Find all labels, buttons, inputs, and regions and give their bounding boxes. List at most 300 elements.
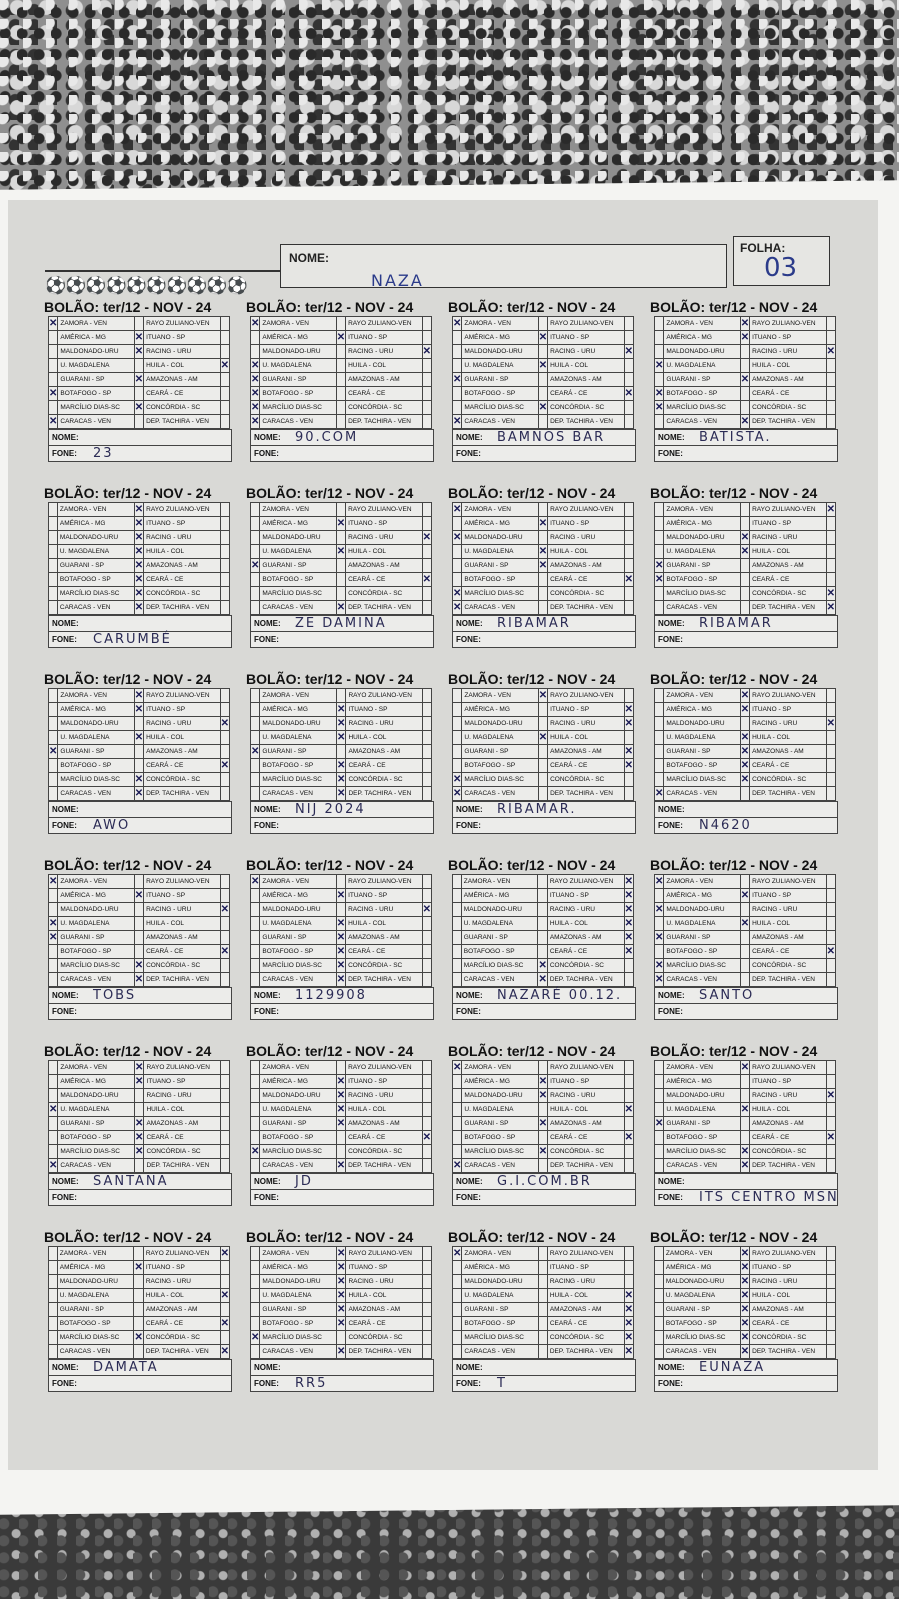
away-mark[interactable] [422, 517, 431, 531]
home-mark[interactable] [453, 359, 462, 373]
away-mark[interactable] [827, 1289, 836, 1303]
draw-mark[interactable]: ✕ [134, 704, 144, 715]
home-mark[interactable]: ✕ [251, 416, 260, 427]
away-mark[interactable]: ✕ [624, 890, 633, 901]
home-mark[interactable] [655, 1289, 664, 1303]
draw-mark[interactable] [134, 1303, 143, 1317]
away-mark[interactable] [826, 401, 835, 415]
home-mark[interactable] [251, 1061, 260, 1075]
away-mark[interactable]: ✕ [624, 1318, 633, 1329]
away-mark[interactable]: ✕ [220, 904, 229, 915]
home-mark[interactable] [251, 889, 260, 903]
away-mark[interactable] [826, 959, 835, 973]
away-mark[interactable] [221, 503, 230, 517]
away-mark[interactable]: ✕ [826, 946, 835, 957]
draw-mark[interactable] [538, 345, 547, 359]
draw-mark[interactable]: ✕ [337, 1318, 346, 1329]
away-mark[interactable] [827, 1345, 836, 1359]
home-mark[interactable]: ✕ [655, 904, 664, 915]
away-mark[interactable] [220, 401, 229, 415]
draw-mark[interactable]: ✕ [134, 774, 144, 785]
draw-mark[interactable]: ✕ [134, 402, 144, 413]
home-mark[interactable] [49, 1303, 58, 1317]
home-mark[interactable] [453, 1145, 462, 1159]
home-mark[interactable] [49, 573, 58, 587]
home-mark[interactable] [453, 731, 462, 745]
home-mark[interactable] [49, 903, 58, 917]
away-mark[interactable] [423, 745, 432, 759]
away-mark[interactable]: ✕ [624, 918, 633, 929]
home-mark[interactable]: ✕ [655, 788, 664, 799]
home-mark[interactable] [655, 317, 664, 331]
draw-mark[interactable]: ✕ [337, 1276, 346, 1287]
away-mark[interactable]: ✕ [624, 388, 633, 399]
draw-mark[interactable]: ✕ [134, 588, 144, 599]
draw-mark[interactable]: ✕ [740, 732, 750, 743]
away-mark[interactable] [220, 387, 229, 401]
home-mark[interactable] [655, 773, 664, 787]
draw-mark[interactable]: ✕ [538, 1090, 548, 1101]
home-mark[interactable] [453, 1345, 462, 1359]
card-name-value[interactable]: 90.COM [295, 430, 359, 445]
draw-mark[interactable] [134, 917, 143, 931]
away-mark[interactable]: ✕ [220, 718, 229, 729]
home-mark[interactable] [453, 1103, 462, 1117]
home-mark[interactable]: ✕ [49, 932, 58, 943]
home-mark[interactable] [655, 917, 664, 931]
away-mark[interactable] [221, 517, 230, 531]
draw-mark[interactable] [539, 1275, 548, 1289]
home-mark[interactable] [453, 703, 462, 717]
home-mark[interactable]: ✕ [453, 788, 462, 799]
away-mark[interactable]: ✕ [422, 574, 431, 585]
away-mark[interactable] [826, 787, 835, 801]
away-mark[interactable] [220, 689, 229, 703]
draw-mark[interactable] [740, 1131, 749, 1145]
draw-mark[interactable]: ✕ [337, 1304, 346, 1315]
draw-mark[interactable]: ✕ [740, 746, 750, 757]
away-mark[interactable] [423, 703, 432, 717]
home-mark[interactable] [251, 903, 260, 917]
home-mark[interactable] [655, 717, 664, 731]
away-mark[interactable]: ✕ [624, 574, 633, 585]
draw-mark[interactable]: ✕ [336, 960, 346, 971]
away-mark[interactable] [624, 1275, 633, 1289]
away-mark[interactable] [624, 401, 633, 415]
card-name-value[interactable]: NAZARÉ 00.12. [497, 988, 623, 1003]
away-mark[interactable] [221, 559, 230, 573]
away-mark[interactable] [624, 1247, 633, 1261]
home-mark[interactable] [655, 759, 664, 773]
home-mark[interactable] [655, 1159, 664, 1173]
draw-mark[interactable] [538, 1103, 547, 1117]
home-mark[interactable] [453, 1117, 462, 1131]
draw-mark[interactable]: ✕ [337, 774, 346, 785]
home-mark[interactable] [655, 1317, 664, 1331]
draw-mark[interactable] [539, 1289, 548, 1303]
away-mark[interactable] [624, 1261, 633, 1275]
home-mark[interactable] [251, 973, 260, 987]
draw-mark[interactable]: ✕ [134, 332, 144, 343]
home-mark[interactable]: ✕ [251, 1332, 260, 1343]
home-mark[interactable] [655, 1089, 664, 1103]
draw-mark[interactable] [538, 787, 547, 801]
draw-mark[interactable]: ✕ [740, 1262, 750, 1273]
home-mark[interactable] [251, 1317, 260, 1331]
away-mark[interactable]: ✕ [422, 532, 431, 543]
away-mark[interactable] [422, 373, 431, 387]
draw-mark[interactable]: ✕ [134, 1332, 143, 1343]
draw-mark[interactable] [740, 503, 749, 517]
draw-mark[interactable] [740, 945, 749, 959]
away-mark[interactable] [827, 1331, 836, 1345]
draw-mark[interactable] [336, 531, 345, 545]
away-mark[interactable] [624, 1075, 633, 1089]
away-mark[interactable]: ✕ [624, 946, 633, 957]
draw-mark[interactable] [134, 903, 143, 917]
home-mark[interactable] [49, 773, 58, 787]
away-mark[interactable] [422, 1075, 431, 1089]
away-mark[interactable] [422, 931, 431, 945]
draw-mark[interactable] [336, 401, 345, 415]
home-mark[interactable] [251, 931, 260, 945]
draw-mark[interactable]: ✕ [135, 1062, 144, 1073]
draw-mark[interactable] [740, 559, 749, 573]
home-mark[interactable]: ✕ [251, 402, 260, 413]
away-mark[interactable] [826, 875, 835, 889]
away-mark[interactable] [826, 745, 835, 759]
away-mark[interactable] [826, 373, 835, 387]
away-mark[interactable] [422, 1061, 431, 1075]
home-mark[interactable] [655, 1261, 664, 1275]
draw-mark[interactable] [337, 689, 346, 703]
home-mark[interactable] [655, 1331, 664, 1345]
draw-mark[interactable]: ✕ [538, 546, 548, 557]
draw-mark[interactable] [134, 945, 143, 959]
draw-mark[interactable] [336, 373, 345, 387]
away-mark[interactable] [624, 559, 633, 573]
draw-mark[interactable]: ✕ [740, 1276, 750, 1287]
draw-mark[interactable]: ✕ [134, 546, 144, 557]
home-mark[interactable] [251, 703, 260, 717]
draw-mark[interactable] [134, 1247, 143, 1261]
home-mark[interactable]: ✕ [655, 360, 664, 371]
card-name-value[interactable]: DAMATA [93, 1360, 159, 1375]
home-mark[interactable] [251, 759, 260, 773]
away-mark[interactable] [423, 717, 432, 731]
draw-mark[interactable]: ✕ [337, 1262, 346, 1273]
draw-mark[interactable]: ✕ [740, 374, 750, 385]
draw-mark[interactable]: ✕ [740, 1332, 750, 1343]
draw-mark[interactable] [538, 759, 547, 773]
card-name-value[interactable]: EUNAZA [699, 1360, 766, 1375]
draw-mark[interactable] [539, 1331, 548, 1345]
away-mark[interactable] [827, 1261, 836, 1275]
draw-mark[interactable]: ✕ [134, 690, 144, 701]
home-mark[interactable] [49, 1247, 58, 1261]
draw-mark[interactable]: ✕ [336, 602, 346, 613]
away-mark[interactable] [624, 359, 633, 373]
card-name-value[interactable]: ZE DAMINA [295, 616, 387, 631]
home-mark[interactable]: ✕ [453, 588, 462, 599]
away-mark[interactable] [624, 689, 633, 703]
home-mark[interactable]: ✕ [251, 876, 260, 887]
draw-mark[interactable] [740, 359, 749, 373]
away-mark[interactable] [423, 1247, 432, 1261]
home-mark[interactable] [655, 1275, 664, 1289]
away-mark[interactable] [826, 689, 835, 703]
away-mark[interactable] [220, 1261, 229, 1275]
away-mark[interactable] [826, 517, 835, 531]
home-mark[interactable] [49, 401, 58, 415]
home-mark[interactable]: ✕ [655, 388, 664, 399]
away-mark[interactable]: ✕ [826, 346, 835, 357]
home-mark[interactable] [49, 503, 58, 517]
draw-mark[interactable] [740, 517, 749, 531]
home-mark[interactable] [251, 545, 260, 559]
home-mark[interactable] [655, 601, 664, 615]
home-mark[interactable]: ✕ [49, 1160, 58, 1171]
draw-mark[interactable] [538, 573, 547, 587]
home-mark[interactable] [49, 1117, 58, 1131]
home-mark[interactable]: ✕ [655, 560, 664, 571]
draw-mark[interactable] [740, 1089, 749, 1103]
card-phone-value[interactable]: ITS CENTRO MSN [699, 1190, 839, 1205]
draw-mark[interactable] [538, 717, 547, 731]
draw-mark[interactable]: ✕ [134, 890, 144, 901]
away-mark[interactable] [422, 1159, 431, 1173]
draw-mark[interactable]: ✕ [538, 1076, 548, 1087]
home-mark[interactable]: ✕ [251, 318, 260, 329]
card-name-value[interactable]: SANTANA [93, 1174, 169, 1189]
away-mark[interactable]: ✕ [220, 1346, 229, 1357]
home-mark[interactable] [251, 773, 260, 787]
home-mark[interactable] [453, 1089, 462, 1103]
away-mark[interactable] [826, 317, 835, 331]
away-mark[interactable] [422, 1145, 431, 1159]
home-mark[interactable] [251, 959, 260, 973]
away-mark[interactable] [624, 773, 633, 787]
away-mark[interactable]: ✕ [624, 1346, 633, 1357]
home-mark[interactable]: ✕ [49, 1104, 58, 1115]
home-mark[interactable] [49, 1145, 58, 1159]
home-mark[interactable]: ✕ [251, 560, 260, 571]
home-mark[interactable]: ✕ [453, 374, 462, 385]
draw-mark[interactable] [740, 875, 749, 889]
draw-mark[interactable]: ✕ [538, 518, 548, 529]
draw-mark[interactable]: ✕ [134, 1262, 143, 1273]
draw-mark[interactable]: ✕ [135, 1118, 144, 1129]
draw-mark[interactable]: ✕ [740, 1304, 750, 1315]
draw-mark[interactable] [538, 317, 547, 331]
home-mark[interactable] [453, 387, 462, 401]
draw-mark[interactable]: ✕ [740, 774, 750, 785]
draw-mark[interactable] [134, 317, 143, 331]
home-mark[interactable] [655, 1247, 664, 1261]
draw-mark[interactable]: ✕ [740, 416, 750, 427]
home-mark[interactable]: ✕ [49, 388, 58, 399]
away-mark[interactable] [826, 545, 835, 559]
draw-mark[interactable]: ✕ [538, 560, 548, 571]
home-mark[interactable] [251, 1345, 260, 1359]
draw-mark[interactable]: ✕ [337, 788, 346, 799]
home-mark[interactable] [453, 1289, 462, 1303]
away-mark[interactable] [826, 1061, 835, 1075]
away-mark[interactable] [624, 531, 633, 545]
away-mark[interactable] [422, 917, 431, 931]
home-mark[interactable] [453, 1317, 462, 1331]
card-name-value[interactable]: G.I.COM.BR [497, 1174, 592, 1189]
away-mark[interactable] [423, 689, 432, 703]
home-mark[interactable] [49, 1131, 58, 1145]
home-mark[interactable] [251, 503, 260, 517]
away-mark[interactable]: ✕ [624, 904, 633, 915]
away-mark[interactable] [826, 1103, 835, 1117]
draw-mark[interactable]: ✕ [336, 1090, 346, 1101]
draw-mark[interactable]: ✕ [740, 332, 750, 343]
draw-mark[interactable] [740, 401, 749, 415]
draw-mark[interactable]: ✕ [337, 732, 346, 743]
home-mark[interactable] [251, 1131, 260, 1145]
draw-mark[interactable] [336, 415, 345, 429]
away-mark[interactable]: ✕ [422, 904, 431, 915]
draw-mark[interactable] [538, 601, 547, 615]
draw-mark[interactable] [135, 1089, 144, 1103]
home-mark[interactable] [655, 1345, 664, 1359]
home-mark[interactable] [251, 731, 260, 745]
away-mark[interactable] [221, 587, 230, 601]
away-mark[interactable] [624, 787, 633, 801]
away-mark[interactable]: ✕ [624, 1304, 633, 1315]
card-phone-value[interactable]: RR5 [295, 1376, 328, 1391]
home-mark[interactable] [453, 889, 462, 903]
draw-mark[interactable]: ✕ [740, 1248, 750, 1259]
draw-mark[interactable] [538, 415, 547, 429]
home-mark[interactable]: ✕ [49, 918, 58, 929]
away-mark[interactable] [220, 345, 229, 359]
home-mark[interactable] [251, 1247, 260, 1261]
away-mark[interactable] [423, 1275, 432, 1289]
away-mark[interactable] [423, 1303, 432, 1317]
draw-mark[interactable] [740, 903, 749, 917]
home-mark[interactable] [453, 1303, 462, 1317]
home-mark[interactable] [655, 731, 664, 745]
draw-mark[interactable]: ✕ [740, 918, 750, 929]
away-mark[interactable] [422, 317, 431, 331]
away-mark[interactable] [220, 889, 229, 903]
home-mark[interactable]: ✕ [655, 876, 664, 887]
away-mark[interactable] [423, 1261, 432, 1275]
away-mark[interactable]: ✕ [826, 504, 835, 515]
away-mark[interactable] [221, 1131, 230, 1145]
card-name-value[interactable]: BAMNOS BAR [497, 430, 606, 445]
home-mark[interactable]: ✕ [453, 532, 462, 543]
draw-mark[interactable] [538, 387, 547, 401]
draw-mark[interactable] [337, 1331, 346, 1345]
away-mark[interactable] [827, 1303, 836, 1317]
draw-mark[interactable]: ✕ [538, 332, 548, 343]
away-mark[interactable]: ✕ [826, 588, 835, 599]
draw-mark[interactable] [538, 931, 547, 945]
away-mark[interactable] [624, 1061, 633, 1075]
home-mark[interactable]: ✕ [49, 318, 58, 329]
away-mark[interactable] [220, 373, 229, 387]
away-mark[interactable] [422, 1103, 431, 1117]
home-mark[interactable] [655, 1103, 664, 1117]
draw-mark[interactable]: ✕ [336, 1160, 346, 1171]
home-mark[interactable]: ✕ [655, 574, 664, 585]
home-mark[interactable]: ✕ [655, 1118, 664, 1129]
home-mark[interactable] [655, 745, 664, 759]
home-mark[interactable] [453, 345, 462, 359]
home-mark[interactable] [251, 717, 260, 731]
draw-mark[interactable]: ✕ [135, 1132, 144, 1143]
home-mark[interactable] [453, 401, 462, 415]
draw-mark[interactable]: ✕ [337, 704, 346, 715]
home-mark[interactable] [49, 787, 58, 801]
home-mark[interactable] [655, 545, 664, 559]
card-name-value[interactable]: 1129908 [295, 988, 367, 1003]
away-mark[interactable] [220, 1275, 229, 1289]
away-mark[interactable]: ✕ [826, 602, 835, 613]
draw-mark[interactable] [336, 573, 345, 587]
home-mark[interactable]: ✕ [655, 932, 664, 943]
away-mark[interactable] [826, 359, 835, 373]
draw-mark[interactable] [538, 703, 547, 717]
draw-mark[interactable]: ✕ [134, 346, 144, 357]
draw-mark[interactable] [134, 745, 143, 759]
draw-mark[interactable]: ✕ [538, 690, 548, 701]
home-mark[interactable] [655, 1145, 664, 1159]
away-mark[interactable] [422, 503, 431, 517]
home-mark[interactable] [655, 703, 664, 717]
away-mark[interactable] [826, 759, 835, 773]
draw-mark[interactable]: ✕ [740, 760, 750, 771]
away-mark[interactable] [422, 331, 431, 345]
away-mark[interactable] [221, 1117, 230, 1131]
home-mark[interactable] [49, 1289, 58, 1303]
draw-mark[interactable]: ✕ [740, 1160, 750, 1171]
away-mark[interactable]: ✕ [826, 718, 835, 729]
away-mark[interactable] [423, 1317, 432, 1331]
away-mark[interactable] [220, 703, 229, 717]
draw-mark[interactable] [539, 1303, 548, 1317]
draw-mark[interactable] [538, 1159, 547, 1173]
away-mark[interactable] [221, 1103, 230, 1117]
home-mark[interactable] [49, 1075, 58, 1089]
away-mark[interactable] [423, 773, 432, 787]
away-mark[interactable] [220, 745, 229, 759]
away-mark[interactable]: ✕ [624, 704, 633, 715]
away-mark[interactable] [220, 931, 229, 945]
away-mark[interactable]: ✕ [624, 718, 633, 729]
away-mark[interactable] [826, 889, 835, 903]
draw-mark[interactable] [740, 717, 749, 731]
draw-mark[interactable] [538, 903, 547, 917]
away-mark[interactable] [220, 1303, 229, 1317]
draw-mark[interactable] [538, 1061, 547, 1075]
away-mark[interactable] [220, 331, 229, 345]
away-mark[interactable] [624, 545, 633, 559]
home-mark[interactable] [453, 573, 462, 587]
draw-mark[interactable]: ✕ [336, 932, 346, 943]
away-mark[interactable] [220, 317, 229, 331]
draw-mark[interactable]: ✕ [134, 504, 144, 515]
draw-mark[interactable] [538, 889, 547, 903]
draw-mark[interactable] [336, 1061, 345, 1075]
home-mark[interactable] [655, 531, 664, 545]
away-mark[interactable]: ✕ [624, 1332, 633, 1343]
